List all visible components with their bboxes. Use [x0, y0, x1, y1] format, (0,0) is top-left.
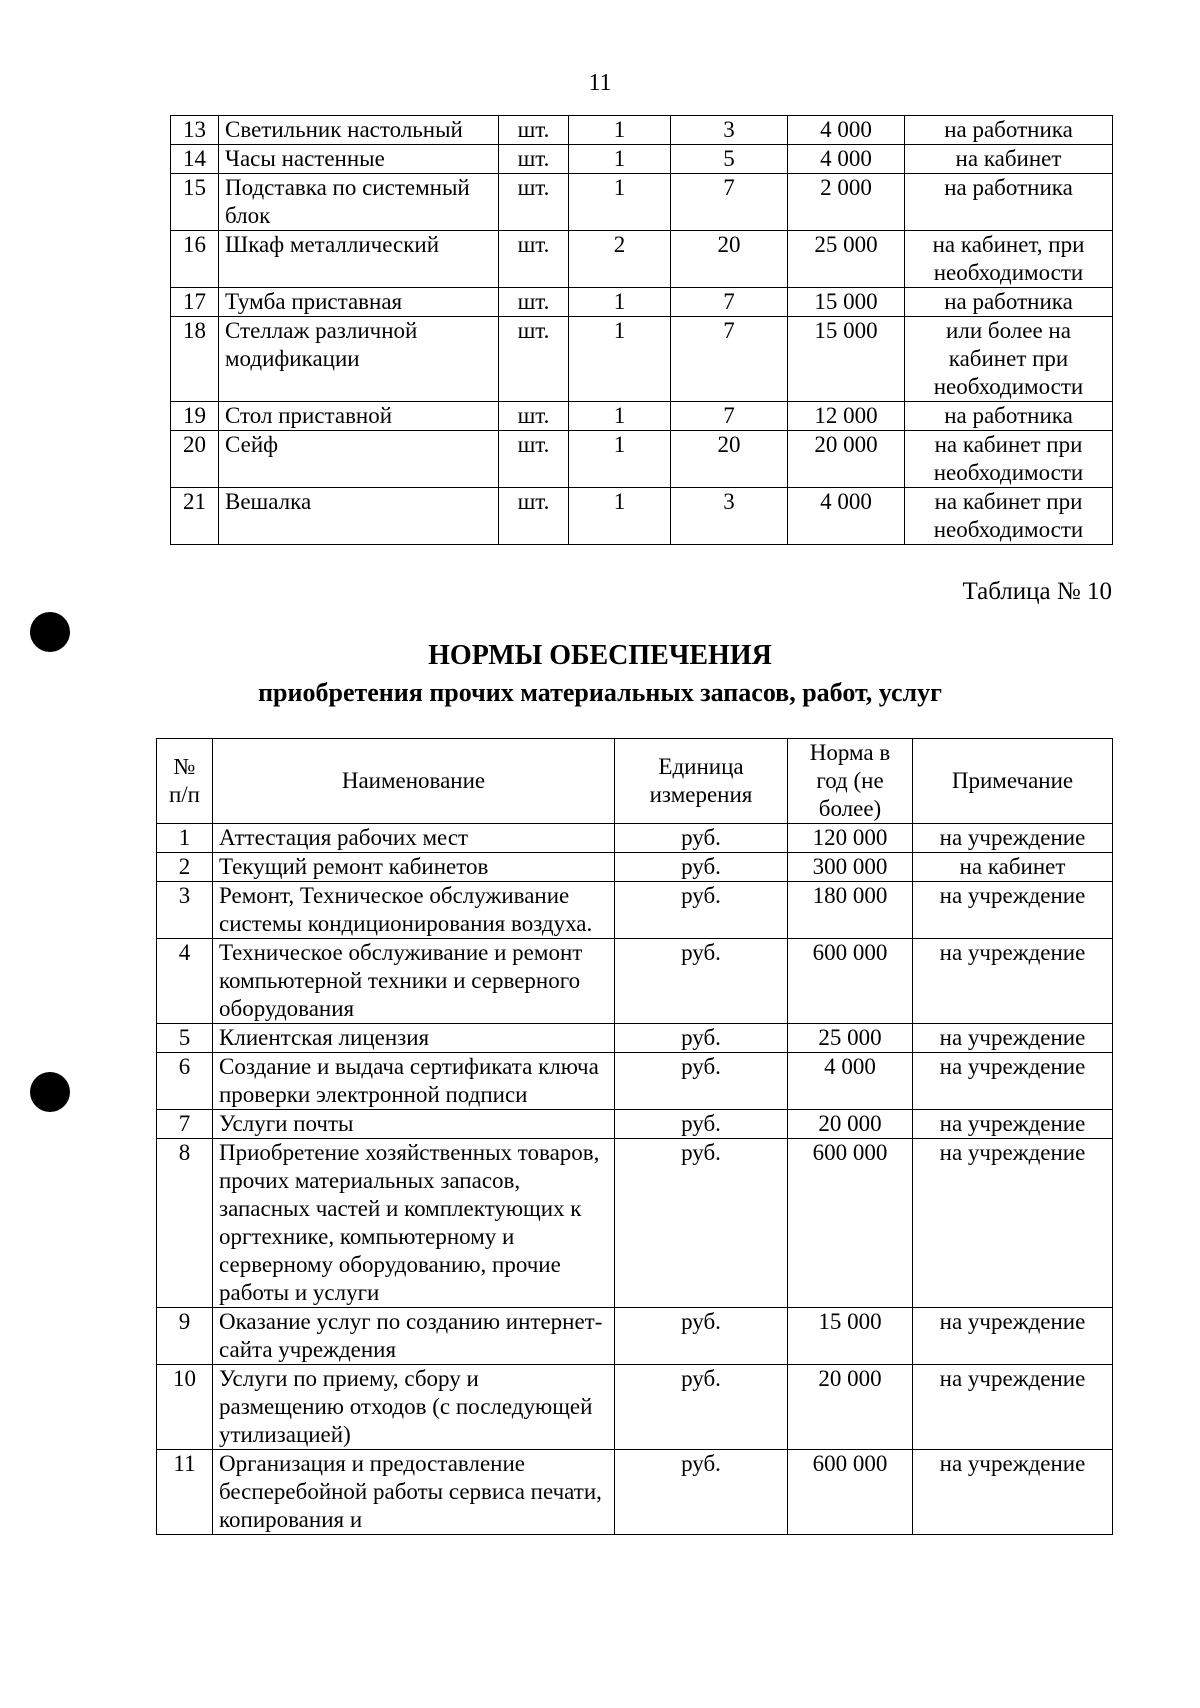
- cell-n: 6: [157, 1053, 213, 1110]
- punch-hole-mark: [30, 1072, 70, 1112]
- header-norm: Норма в год (не более): [788, 739, 913, 824]
- cell-price: 12 000: [788, 402, 905, 431]
- cell-name: Часы настенные: [219, 145, 499, 174]
- cell-name: Клиентская лицензия: [213, 1024, 615, 1053]
- cell-years: 3: [671, 488, 788, 545]
- cell-price: 25 000: [788, 231, 905, 288]
- cell-unit: руб.: [615, 1110, 788, 1139]
- cell-note: на кабинет: [913, 853, 1113, 882]
- cell-n: 19: [171, 402, 219, 431]
- materials-norms-table: [156, 738, 1113, 1535]
- cell-price: 20 000: [788, 431, 905, 488]
- cell-unit: шт.: [499, 402, 569, 431]
- cell-price: 2 000: [788, 174, 905, 231]
- cell-note: на работника: [905, 174, 1113, 231]
- cell-name: Организация и предоставление бесперебойной работы сервиса печати, копирования и: [213, 1450, 615, 1535]
- cell-unit: шт.: [499, 231, 569, 288]
- cell-note: на учреждение: [913, 824, 1113, 853]
- table-row: [171, 317, 1113, 402]
- furniture-norms-table: [170, 115, 1113, 545]
- cell-qty: 1: [569, 488, 671, 545]
- cell-n: 21: [171, 488, 219, 545]
- cell-name: Техническое обслуживание и ремонт компьютерной техники и серверного оборудования: [213, 939, 615, 1024]
- cell-norm: 20 000: [788, 1365, 913, 1450]
- cell-n: 8: [157, 1139, 213, 1308]
- cell-unit: шт.: [499, 317, 569, 402]
- cell-name: Шкаф металлический: [219, 231, 499, 288]
- cell-unit: руб.: [615, 1450, 788, 1535]
- cell-unit: шт.: [499, 288, 569, 317]
- table-row: [171, 402, 1113, 431]
- cell-name: Светильник настольный: [219, 116, 499, 145]
- cell-name: Подставка по системный блок: [219, 174, 499, 231]
- table-row: [157, 1308, 1113, 1365]
- cell-years: 7: [671, 317, 788, 402]
- cell-unit: шт.: [499, 488, 569, 545]
- cell-note: на кабинет, при необходимости: [905, 231, 1113, 288]
- header-unit: Единица измерения: [615, 739, 788, 824]
- cell-qty: 1: [569, 174, 671, 231]
- cell-price: 4 000: [788, 488, 905, 545]
- cell-n: 15: [171, 174, 219, 231]
- cell-years: 3: [671, 116, 788, 145]
- table-row: [171, 431, 1113, 488]
- table-row: [157, 1365, 1113, 1450]
- cell-price: 15 000: [788, 288, 905, 317]
- cell-name: Услуги по приему, сбору и размещению отходов (с последующей утилизацией): [213, 1365, 615, 1450]
- cell-name: Создание и выдача сертификата ключа проверки электронной подписи: [213, 1053, 615, 1110]
- table-row: [171, 288, 1113, 317]
- cell-name: Стол приставной: [219, 402, 499, 431]
- cell-n: 14: [171, 145, 219, 174]
- cell-n: 11: [157, 1450, 213, 1535]
- cell-unit: руб.: [615, 1024, 788, 1053]
- cell-note: на учреждение: [913, 1450, 1113, 1535]
- cell-unit: руб.: [615, 1365, 788, 1450]
- cell-unit: руб.: [615, 824, 788, 853]
- cell-n: 20: [171, 431, 219, 488]
- cell-unit: руб.: [615, 1308, 788, 1365]
- cell-unit: руб.: [615, 882, 788, 939]
- table-row: [157, 853, 1113, 882]
- cell-unit: руб.: [615, 853, 788, 882]
- cell-name: Вешалка: [219, 488, 499, 545]
- table-row: [171, 145, 1113, 174]
- cell-name: Услуги почты: [213, 1110, 615, 1139]
- cell-qty: 1: [569, 431, 671, 488]
- cell-qty: 1: [569, 288, 671, 317]
- header-name: Наименование: [213, 739, 615, 824]
- cell-note: на работника: [905, 116, 1113, 145]
- cell-note: на учреждение: [913, 1365, 1113, 1450]
- cell-note: на работника: [905, 288, 1113, 317]
- punch-hole-mark: [30, 612, 70, 652]
- cell-qty: 1: [569, 402, 671, 431]
- table-row: [157, 1110, 1113, 1139]
- cell-note: на учреждение: [913, 1139, 1113, 1308]
- table-row: [171, 116, 1113, 145]
- cell-n: 7: [157, 1110, 213, 1139]
- cell-years: 7: [671, 288, 788, 317]
- table-row: [157, 824, 1113, 853]
- page-number: 11: [588, 70, 612, 96]
- cell-note: на учреждение: [913, 1053, 1113, 1110]
- cell-qty: 1: [569, 317, 671, 402]
- cell-norm: 600 000: [788, 1139, 913, 1308]
- table-row: [171, 231, 1113, 288]
- cell-name: Тумба приставная: [219, 288, 499, 317]
- cell-price: 4 000: [788, 116, 905, 145]
- cell-n: 1: [157, 824, 213, 853]
- cell-name: Аттестация рабочих мест: [213, 824, 615, 853]
- table-row: [157, 939, 1113, 1024]
- cell-years: 20: [671, 231, 788, 288]
- cell-n: 10: [157, 1365, 213, 1450]
- cell-note: на работника: [905, 402, 1113, 431]
- cell-n: 4: [157, 939, 213, 1024]
- table-row: [157, 1053, 1113, 1110]
- table-row: [171, 174, 1113, 231]
- cell-name: Оказание услуг по созданию интернет-сайта учреждения: [213, 1308, 615, 1365]
- section-subtitle: приобретения прочих материальных запасов, работ, услуг: [258, 678, 942, 707]
- cell-years: 7: [671, 174, 788, 231]
- cell-unit: шт.: [499, 431, 569, 488]
- cell-qty: 1: [569, 116, 671, 145]
- cell-norm: 600 000: [788, 939, 913, 1024]
- cell-norm: 120 000: [788, 824, 913, 853]
- table-row: [157, 1139, 1113, 1308]
- cell-n: 18: [171, 317, 219, 402]
- table-row: [171, 488, 1113, 545]
- cell-norm: 20 000: [788, 1110, 913, 1139]
- cell-note: на учреждение: [913, 939, 1113, 1024]
- cell-years: 20: [671, 431, 788, 488]
- table-row: [157, 1024, 1113, 1053]
- cell-note: или более на кабинет при необходимости: [905, 317, 1113, 402]
- cell-qty: 1: [569, 145, 671, 174]
- cell-name: Ремонт, Техническое обслуживание системы кондиционирования воздуха.: [213, 882, 615, 939]
- cell-name: Стеллаж различной модификации: [219, 317, 499, 402]
- cell-n: 2: [157, 853, 213, 882]
- cell-price: 4 000: [788, 145, 905, 174]
- cell-n: 3: [157, 882, 213, 939]
- header-note: Примечание: [913, 739, 1113, 824]
- cell-norm: 180 000: [788, 882, 913, 939]
- cell-unit: руб.: [615, 1053, 788, 1110]
- cell-unit: руб.: [615, 939, 788, 1024]
- cell-years: 5: [671, 145, 788, 174]
- cell-qty: 2: [569, 231, 671, 288]
- cell-price: 15 000: [788, 317, 905, 402]
- table-header-row: [157, 739, 1113, 824]
- section-title: НОРМЫ ОБЕСПЕЧЕНИЯ: [428, 640, 772, 671]
- cell-unit: шт.: [499, 174, 569, 231]
- cell-name: Сейф: [219, 431, 499, 488]
- cell-norm: 600 000: [788, 1450, 913, 1535]
- cell-n: 9: [157, 1308, 213, 1365]
- cell-norm: 25 000: [788, 1024, 913, 1053]
- table-label: Таблица № 10: [962, 578, 1112, 605]
- cell-n: 16: [171, 231, 219, 288]
- cell-unit: шт.: [499, 145, 569, 174]
- cell-note: на кабинет при необходимости: [905, 488, 1113, 545]
- table-row: [157, 882, 1113, 939]
- cell-n: 17: [171, 288, 219, 317]
- cell-unit: руб.: [615, 1139, 788, 1308]
- cell-note: на кабинет при необходимости: [905, 431, 1113, 488]
- header-number: № п/п: [157, 739, 213, 824]
- cell-note: на учреждение: [913, 1308, 1113, 1365]
- cell-norm: 4 000: [788, 1053, 913, 1110]
- cell-n: 13: [171, 116, 219, 145]
- table-row: [157, 1450, 1113, 1535]
- cell-note: на кабинет: [905, 145, 1113, 174]
- cell-note: на учреждение: [913, 1024, 1113, 1053]
- cell-name: Текущий ремонт кабинетов: [213, 853, 615, 882]
- cell-norm: 15 000: [788, 1308, 913, 1365]
- cell-note: на учреждение: [913, 882, 1113, 939]
- cell-norm: 300 000: [788, 853, 913, 882]
- cell-note: на учреждение: [913, 1110, 1113, 1139]
- cell-unit: шт.: [499, 116, 569, 145]
- cell-n: 5: [157, 1024, 213, 1053]
- cell-years: 7: [671, 402, 788, 431]
- cell-name: Приобретение хозяйственных товаров, прочих материальных запасов, запасных частей и комплектующих к оргтехнике, компьютерному и серверному оборудованию, прочие работы и услуги: [213, 1139, 615, 1308]
